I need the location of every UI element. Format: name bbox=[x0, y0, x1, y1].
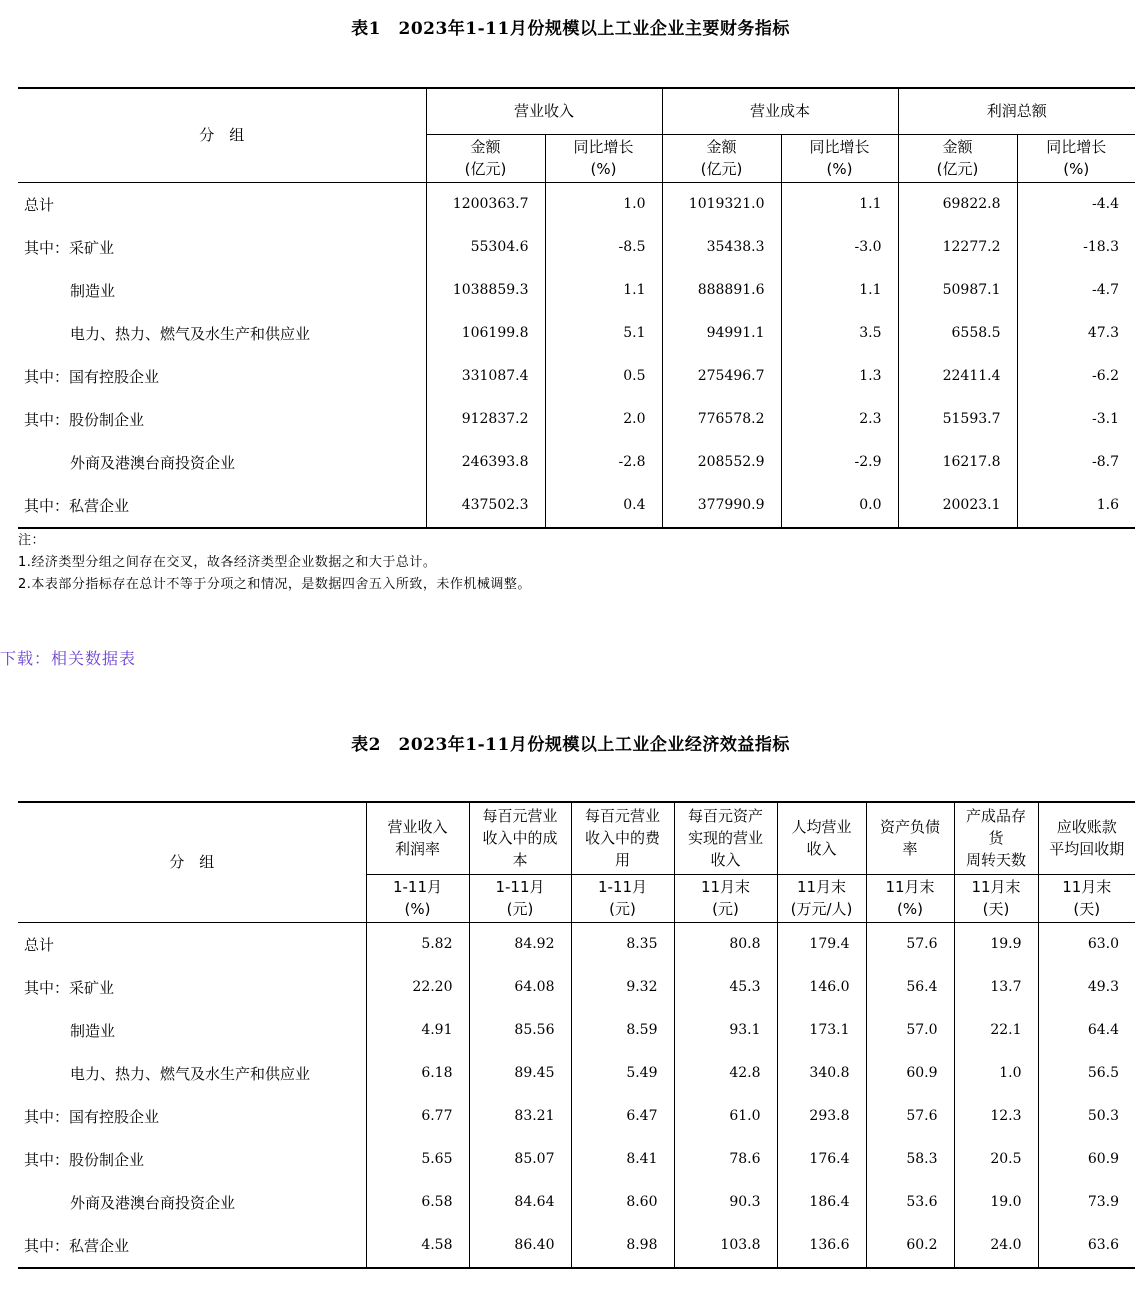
cell-value: 86.40 bbox=[469, 1224, 571, 1268]
cell-value: 2.3 bbox=[781, 398, 898, 441]
efficiency-indicators-table bbox=[18, 801, 1135, 1269]
cell-value: 93.1 bbox=[674, 1009, 777, 1052]
column-unit-header: 11月末 (万元/人) bbox=[777, 874, 866, 922]
row-label: 制造业 bbox=[70, 1021, 116, 1040]
cell-value: 912837.2 bbox=[426, 398, 545, 441]
row-label: 其中：股份制企业 bbox=[24, 1150, 145, 1169]
column-header-line: 每百元营业 bbox=[482, 807, 558, 826]
row-label: 其中：私营企业 bbox=[18, 1224, 366, 1268]
table-row bbox=[18, 312, 1135, 355]
cell-value: 57.6 bbox=[866, 1095, 954, 1138]
cell-value: -3.0 bbox=[781, 226, 898, 269]
cell-value: 3.5 bbox=[781, 312, 898, 355]
cell-value: 47.3 bbox=[1017, 312, 1135, 355]
row-label: 其中：私营企业 bbox=[18, 484, 426, 528]
cell-value: 16217.8 bbox=[898, 441, 1017, 484]
cell-value: -18.3 bbox=[1017, 226, 1135, 269]
cell-value: 69822.8 bbox=[898, 182, 1017, 226]
column-header-line: 每百元资产 bbox=[687, 807, 763, 826]
cell-value: 19.9 bbox=[954, 922, 1038, 966]
cell-value: 63.0 bbox=[1038, 922, 1135, 966]
row-label: 电力、热力、燃气及水生产和供应业 bbox=[70, 1064, 311, 1083]
cell-value: 13.7 bbox=[954, 966, 1038, 1009]
row-label: 其中：国有控股企业 bbox=[24, 367, 160, 386]
cell-value: 103.8 bbox=[674, 1224, 777, 1268]
table-row bbox=[18, 922, 1135, 966]
group-header-revenue: 营业收入 bbox=[426, 88, 662, 134]
cell-value: 1.0 bbox=[545, 182, 662, 226]
cell-value: 331087.4 bbox=[426, 355, 545, 398]
sub-header: 金额 (亿元) bbox=[898, 134, 1017, 182]
cell-value: 56.4 bbox=[866, 966, 954, 1009]
cell-value: 5.49 bbox=[571, 1052, 674, 1095]
column-unit-header: 11月末 (天) bbox=[1038, 874, 1135, 922]
cell-value: 60.2 bbox=[866, 1224, 954, 1268]
cell-value: 63.6 bbox=[1038, 1224, 1135, 1268]
cell-value: 888891.6 bbox=[662, 269, 781, 312]
column-header bbox=[777, 802, 866, 874]
cell-value: 1.1 bbox=[781, 182, 898, 226]
cell-value: 5.65 bbox=[366, 1138, 469, 1181]
cell-value: 293.8 bbox=[777, 1095, 866, 1138]
cell-value: 1.1 bbox=[545, 269, 662, 312]
table-row bbox=[18, 1095, 1135, 1138]
table-row bbox=[18, 182, 1135, 226]
cell-value: 0.5 bbox=[545, 355, 662, 398]
column-header-line: 率 bbox=[902, 840, 918, 859]
cell-value: -2.8 bbox=[545, 441, 662, 484]
row-label: 其中：股份制企业 bbox=[24, 410, 145, 429]
table-row bbox=[18, 1052, 1135, 1095]
cell-value: 6.18 bbox=[366, 1052, 469, 1095]
sub-header: 同比增长 (%) bbox=[781, 134, 898, 182]
cell-value: 60.9 bbox=[866, 1052, 954, 1095]
table-row bbox=[18, 1181, 1135, 1224]
cell-value: -3.1 bbox=[1017, 398, 1135, 441]
row-label: 总计 bbox=[24, 935, 55, 954]
column-header bbox=[866, 802, 954, 874]
cell-value: 179.4 bbox=[777, 922, 866, 966]
column-header-line: 用 bbox=[614, 851, 630, 870]
cell-value: 1038859.3 bbox=[426, 269, 545, 312]
column-header-line: 应收账款 bbox=[1056, 818, 1117, 837]
cell-value: 6.77 bbox=[366, 1095, 469, 1138]
column-header-line: 营业收入 bbox=[387, 818, 448, 837]
cell-value: 64.4 bbox=[1038, 1009, 1135, 1052]
cell-value: 146.0 bbox=[777, 966, 866, 1009]
cell-value: 437502.3 bbox=[426, 484, 545, 528]
cell-value: 50987.1 bbox=[898, 269, 1017, 312]
table-row bbox=[18, 1009, 1135, 1052]
column-header-line: 资产负债 bbox=[879, 818, 940, 837]
cell-value: 6.58 bbox=[366, 1181, 469, 1224]
cell-value: -4.7 bbox=[1017, 269, 1135, 312]
cell-value: 45.3 bbox=[674, 966, 777, 1009]
cell-value: 5.1 bbox=[545, 312, 662, 355]
table-row bbox=[18, 1224, 1135, 1268]
cell-value: -2.9 bbox=[781, 441, 898, 484]
row-label: 其中：采矿业 bbox=[24, 238, 115, 257]
column-header-line: 货 bbox=[988, 829, 1004, 848]
table1-notes bbox=[18, 530, 531, 596]
column-unit-header: 1-11月 (元) bbox=[469, 874, 571, 922]
cell-value: 42.8 bbox=[674, 1052, 777, 1095]
cell-value: 5.82 bbox=[366, 922, 469, 966]
cell-value: 51593.7 bbox=[898, 398, 1017, 441]
cell-value: 49.3 bbox=[1038, 966, 1135, 1009]
cell-value: 12277.2 bbox=[898, 226, 1017, 269]
column-header-line: 人均营业 bbox=[791, 818, 852, 837]
table2-title: 表2 2023年1-11月份规模以上工业企业经济效益指标 bbox=[351, 735, 790, 755]
sub-header: 同比增长 (%) bbox=[545, 134, 662, 182]
table-row bbox=[18, 441, 1135, 484]
row-label: 其中：国有控股企业 bbox=[24, 1107, 160, 1126]
cell-value: 1.6 bbox=[1017, 484, 1135, 528]
cell-value: 57.6 bbox=[866, 922, 954, 966]
cell-value: 4.91 bbox=[366, 1009, 469, 1052]
column-unit-header: 11月末 (元) bbox=[674, 874, 777, 922]
column-header bbox=[1038, 802, 1135, 874]
column-header-line: 收入中的成 bbox=[482, 829, 558, 848]
cell-value: 136.6 bbox=[777, 1224, 866, 1268]
cell-value: 35438.3 bbox=[662, 226, 781, 269]
cell-value: 19.0 bbox=[954, 1181, 1038, 1224]
cell-value: 24.0 bbox=[954, 1224, 1038, 1268]
cell-value: 84.92 bbox=[469, 922, 571, 966]
column-header bbox=[954, 802, 1038, 874]
cell-value: 1200363.7 bbox=[426, 182, 545, 226]
row-label: 制造业 bbox=[70, 281, 116, 300]
table-row bbox=[18, 966, 1135, 1009]
cell-value: 6.47 bbox=[571, 1095, 674, 1138]
cell-value: 1.1 bbox=[781, 269, 898, 312]
group-header: 分 组 bbox=[18, 802, 366, 922]
cell-value: 57.0 bbox=[866, 1009, 954, 1052]
cell-value: 55304.6 bbox=[426, 226, 545, 269]
cell-value: 176.4 bbox=[777, 1138, 866, 1181]
cell-value: 8.41 bbox=[571, 1138, 674, 1181]
cell-value: 78.6 bbox=[674, 1138, 777, 1181]
column-header bbox=[674, 802, 777, 874]
column-unit-header: 11月末 (天) bbox=[954, 874, 1038, 922]
cell-value: 8.60 bbox=[571, 1181, 674, 1224]
cell-value: 377990.9 bbox=[662, 484, 781, 528]
row-label: 外商及港澳台商投资企业 bbox=[70, 1193, 236, 1212]
column-header-line: 收入 bbox=[710, 851, 741, 870]
column-unit-header: 1-11月 (元) bbox=[571, 874, 674, 922]
cell-value: 53.6 bbox=[866, 1181, 954, 1224]
cell-value: 58.3 bbox=[866, 1138, 954, 1181]
cell-value: 1019321.0 bbox=[662, 182, 781, 226]
row-label: 电力、热力、燃气及水生产和供应业 bbox=[70, 324, 311, 343]
cell-value: 85.07 bbox=[469, 1138, 571, 1181]
cell-value: 56.5 bbox=[1038, 1052, 1135, 1095]
table-row bbox=[18, 398, 1135, 441]
cell-value: 22411.4 bbox=[898, 355, 1017, 398]
download-link[interactable]: 下载：相关数据表 bbox=[0, 649, 137, 668]
sub-header: 金额 (亿元) bbox=[662, 134, 781, 182]
cell-value: 0.4 bbox=[545, 484, 662, 528]
table-row bbox=[18, 269, 1135, 312]
cell-value: 6558.5 bbox=[898, 312, 1017, 355]
cell-value: 1.0 bbox=[954, 1052, 1038, 1095]
table1-title: 表1 2023年1-11月份规模以上工业企业主要财务指标 bbox=[351, 19, 790, 39]
cell-value: 4.58 bbox=[366, 1224, 469, 1268]
sub-header: 同比增长 (%) bbox=[1017, 134, 1135, 182]
column-header bbox=[571, 802, 674, 874]
cell-value: 50.3 bbox=[1038, 1095, 1135, 1138]
column-header-line: 收入 bbox=[806, 840, 837, 859]
table-row bbox=[18, 355, 1135, 398]
cell-value: 80.8 bbox=[674, 922, 777, 966]
cell-value: 186.4 bbox=[777, 1181, 866, 1224]
note-line: 1.经济类型分组之间存在交叉，故各经济类型企业数据之和大于总计。 bbox=[18, 555, 437, 570]
table-row bbox=[18, 1138, 1135, 1181]
cell-value: 20023.1 bbox=[898, 484, 1017, 528]
cell-value: 84.64 bbox=[469, 1181, 571, 1224]
cell-value: 12.3 bbox=[954, 1095, 1038, 1138]
note-line: 2.本表部分指标存在总计不等于分项之和情况，是数据四舍五入所致，未作机械调整。 bbox=[18, 577, 531, 592]
column-header bbox=[469, 802, 571, 874]
cell-value: 22.20 bbox=[366, 966, 469, 1009]
row-label: 总计 bbox=[24, 195, 55, 214]
cell-value: -8.5 bbox=[545, 226, 662, 269]
column-header-line: 平均回收期 bbox=[1049, 840, 1125, 859]
cell-value: 340.8 bbox=[777, 1052, 866, 1095]
cell-value: 60.9 bbox=[1038, 1138, 1135, 1181]
column-unit-header: 1-11月 (%) bbox=[366, 874, 469, 922]
column-header-line: 每百元营业 bbox=[584, 807, 660, 826]
column-header-line: 本 bbox=[512, 851, 528, 870]
column-header-line: 收入中的费 bbox=[584, 829, 660, 848]
cell-value: 1.3 bbox=[781, 355, 898, 398]
group-header: 分 组 bbox=[18, 88, 426, 182]
cell-value: 9.32 bbox=[571, 966, 674, 1009]
cell-value: 83.21 bbox=[469, 1095, 571, 1138]
sub-header: 金额 (亿元) bbox=[426, 134, 545, 182]
cell-value: 85.56 bbox=[469, 1009, 571, 1052]
column-header-line: 产成品存 bbox=[965, 807, 1026, 826]
cell-value: 64.08 bbox=[469, 966, 571, 1009]
column-header-line: 利润率 bbox=[394, 840, 440, 859]
group-header-profit: 利润总额 bbox=[898, 88, 1135, 134]
table-row bbox=[18, 484, 1135, 528]
cell-value: 106199.8 bbox=[426, 312, 545, 355]
cell-value: 246393.8 bbox=[426, 441, 545, 484]
column-header bbox=[366, 802, 469, 874]
row-label: 其中：采矿业 bbox=[24, 978, 115, 997]
note-line: 注： bbox=[18, 533, 46, 548]
column-header-line: 周转天数 bbox=[965, 851, 1026, 870]
cell-value: 8.98 bbox=[571, 1224, 674, 1268]
cell-value: 8.59 bbox=[571, 1009, 674, 1052]
cell-value: 0.0 bbox=[781, 484, 898, 528]
cell-value: -4.4 bbox=[1017, 182, 1135, 226]
cell-value: 90.3 bbox=[674, 1181, 777, 1224]
cell-value: 275496.7 bbox=[662, 355, 781, 398]
cell-value: 61.0 bbox=[674, 1095, 777, 1138]
cell-value: 2.0 bbox=[545, 398, 662, 441]
cell-value: 94991.1 bbox=[662, 312, 781, 355]
cell-value: 73.9 bbox=[1038, 1181, 1135, 1224]
column-header-line: 实现的营业 bbox=[687, 829, 763, 848]
cell-value: 208552.9 bbox=[662, 441, 781, 484]
cell-value: 173.1 bbox=[777, 1009, 866, 1052]
cell-value: -6.2 bbox=[1017, 355, 1135, 398]
cell-value: -8.7 bbox=[1017, 441, 1135, 484]
cell-value: 89.45 bbox=[469, 1052, 571, 1095]
cell-value: 20.5 bbox=[954, 1138, 1038, 1181]
column-unit-header: 11月末 (%) bbox=[866, 874, 954, 922]
cell-value: 22.1 bbox=[954, 1009, 1038, 1052]
row-label: 外商及港澳台商投资企业 bbox=[70, 453, 236, 472]
table-row bbox=[18, 226, 1135, 269]
group-header-cost: 营业成本 bbox=[662, 88, 898, 134]
financial-indicators-table bbox=[18, 87, 1135, 529]
cell-value: 8.35 bbox=[571, 922, 674, 966]
cell-value: 776578.2 bbox=[662, 398, 781, 441]
